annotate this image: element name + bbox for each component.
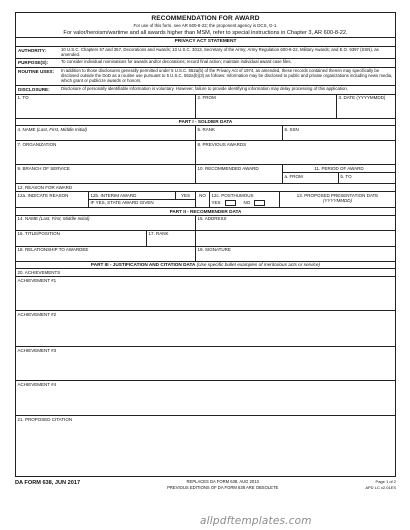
date-field[interactable] [336, 95, 395, 118]
achievement-4-label: ACHIEVEMENT #4 [17, 381, 57, 387]
row-name-rank-ssn [16, 125, 395, 140]
presentation-date-label: 13. PROPOSED PRESENTATION DATE [296, 192, 379, 198]
posthumous-no-checkbox[interactable] [254, 200, 265, 206]
row-branch-award-period [16, 164, 395, 183]
privacy-label: ROUTINE USES: [18, 68, 54, 74]
organization-field[interactable] [16, 141, 195, 164]
recommended-award-field[interactable] [195, 165, 282, 183]
interim-yes-checkbox[interactable] [175, 192, 195, 199]
form-subtitle: For use of this form, see AR 600-8-22; the proponent agency is DCS, G-1. [133, 22, 278, 28]
part1-heading: PART I - SOLDIER DATA [16, 118, 395, 126]
recommender-name-label: 14. NAME [17, 216, 39, 222]
part2-heading: PART II - RECOMMENDER DATA [16, 207, 395, 215]
form-title: RECOMMENDATION FOR AWARD [151, 15, 260, 22]
interim-award-label: 12b. INTERIM AWARD [90, 192, 137, 198]
presentation-date-field[interactable] [279, 192, 395, 207]
address-field[interactable] [195, 216, 395, 230]
form-page [15, 12, 396, 491]
achievement-1-field[interactable] [16, 276, 395, 310]
obsolete-notice: PREVIOUS EDITIONS OF DA FORM 638 ARE OBSOLETE [167, 485, 279, 490]
period-from-field[interactable] [283, 173, 339, 183]
relationship-field[interactable] [16, 247, 195, 261]
award-form [15, 12, 396, 477]
proposed-citation-field[interactable] [16, 415, 395, 476]
row-relationship-signature [16, 246, 395, 261]
reason-label: 12. REASON FOR AWARD [17, 184, 73, 190]
from-label: 2. FROM [197, 95, 216, 101]
to-label: 1. TO [17, 95, 29, 101]
form-header [16, 13, 395, 28]
row-org-awards [16, 140, 395, 164]
period-to-field[interactable] [339, 173, 395, 183]
row-title-rank [16, 230, 395, 246]
page-number: Page 1 of 2 [375, 479, 396, 485]
achievement-2-field[interactable] [16, 310, 395, 346]
achievement-3-label: ACHIEVEMENT #3 [17, 347, 57, 353]
title-position-field[interactable] [16, 231, 146, 246]
address-label: 15. ADDRESS [197, 216, 227, 222]
recommender-rank-field[interactable] [146, 231, 195, 246]
date-label: 3. DATE (YYYYMMDD) [338, 95, 386, 101]
replaces-notice: REPLACES DA FORM 638, AUG 2013 [186, 479, 259, 485]
privacy-heading: PRIVACY ACT STATEMENT [16, 38, 395, 47]
to-field[interactable] [16, 95, 195, 118]
row-reason-heading [16, 183, 395, 191]
address-continued [195, 231, 395, 246]
posthumous-yes-checkbox[interactable] [225, 200, 236, 206]
privacy-row-routine-uses [16, 68, 395, 86]
relationship-label: 18. RELATIONSHIP TO AWARDEE [17, 247, 89, 253]
recommender-rank-label: 17. RANK [148, 231, 169, 237]
posthumous-yes-label: YES [211, 200, 221, 206]
apd-version: APD LC v2.01ES [365, 484, 396, 490]
name-hint: (Last, First, Middle Initial) [36, 126, 88, 132]
organization-label: 7. ORGANIZATION [17, 141, 57, 147]
ssn-field[interactable] [282, 126, 395, 140]
branch-label: 9. BRANCH OF SERVICE [17, 165, 70, 171]
page-info [365, 479, 396, 489]
form-id: DA FORM 638, JUN 2017 [15, 480, 81, 487]
period-of-award [282, 165, 395, 183]
state-award-label: IF YES, STATE AWARD GIVEN [90, 200, 154, 206]
recommender-name-hint: (Last, First, Middle Initial) [39, 216, 90, 222]
period-to-label: b. TO [340, 173, 352, 179]
privacy-text: To consider individual nominations for awards and/or decorations; record final action; maintain individual award case files. [61, 59, 292, 65]
privacy-act-statement [16, 38, 395, 93]
posthumous-no-label: NO [243, 200, 251, 206]
title-position-label: 16. TITLE/POSITION [17, 231, 60, 237]
privacy-text: In addition to those disclosures generally permitted under 5 U.S.C. 552a(b) of the Privacy Act of 1974, as amended, these records contained therein may specifically be disclosed outside the DoD as a routine use pursuant to 5 U.S.C. 552a(b)(3) as follows: Information may be disclosed to public and private organizations including news media, which grant or publicize awards or honors. [61, 67, 393, 83]
achievements-label: 20. ACHIEVEMENTS [16, 268, 395, 276]
posthumous-label: 12c. POSTHUMOUS [211, 192, 254, 198]
signature-field[interactable] [195, 247, 395, 261]
row-recommender-name-address [16, 215, 395, 230]
achievement-1-label: ACHIEVEMENT #1 [17, 277, 57, 283]
ssn-label: 6. SSN [284, 126, 299, 132]
form-footer [15, 479, 396, 490]
recommended-award-label: 10. RECOMMENDED AWARD [197, 165, 259, 171]
name-field[interactable] [16, 126, 195, 140]
name-label: 4. NAME [17, 126, 36, 132]
privacy-label: DISCLOSURE: [18, 86, 50, 92]
previous-awards-label: 8. PREVIOUS AWARDS [197, 141, 247, 147]
achievement-2-label: ACHIEVEMENT #2 [17, 311, 57, 317]
signature-label: 19. SIGNATURE [197, 247, 231, 253]
rank-field[interactable] [195, 126, 282, 140]
edition-notice [167, 479, 278, 490]
site-watermark: allpdftemplates.com [200, 515, 312, 527]
period-label: 11. PERIOD OF AWARD [314, 165, 364, 171]
privacy-row-purpose [16, 59, 395, 67]
privacy-text: Disclosure of personally identifiable information is voluntary. However, failure to provide identifying information may delay processing of this application. [61, 85, 349, 91]
branch-field[interactable] [16, 165, 195, 183]
rank-label: 5. RANK [197, 126, 216, 132]
privacy-row-authority [16, 47, 395, 60]
privacy-label: PURPOSE(S): [18, 60, 49, 66]
interim-no-checkbox[interactable] [195, 192, 209, 207]
previous-awards-field[interactable] [195, 141, 395, 164]
interim-no-label: NO [199, 192, 206, 198]
posthumous-field [209, 192, 279, 207]
proposed-citation-label: 21. PROPOSED CITATION [17, 416, 73, 422]
part3-note: (Use specific bullet examples of meritorious acts or service) [196, 262, 321, 268]
indicate-reason-label: 12a. INDICATE REASON [17, 192, 69, 198]
presentation-date-format: (YYYYMMDD) [323, 197, 352, 203]
recommender-name-field[interactable] [16, 216, 195, 230]
row-to-from-date [16, 94, 395, 118]
period-from-label: a. FROM [284, 173, 303, 179]
from-field[interactable] [195, 95, 336, 118]
indicate-reason-field[interactable] [16, 192, 88, 207]
achievement-3-field[interactable] [16, 346, 395, 380]
privacy-text: 10 U.S.C. Chapters 57 and 357, Decorations and Awards; 10 U.S.C. 3013, Secretary of the Army; Army Regulation 600-8-22, Military Awards; and E.O. 9397 (SSN), as amended. [61, 46, 379, 57]
privacy-label: AUTHORITY: [18, 47, 46, 53]
state-award-field[interactable] [89, 200, 195, 206]
special-instructions: For valor/heroism/wartime and all awards higher than MSM, refer to special instructions in Chapter 3, AR 600-8-22. [16, 28, 395, 38]
part3-heading: PART III - JUSTIFICATION AND CITATION DATA (Use specific bullet examples of meritorious acts or service) [16, 261, 395, 269]
achievement-4-field[interactable] [16, 380, 395, 415]
row-reason-details [16, 191, 395, 207]
interim-yes-label: YES [180, 192, 190, 198]
interim-award [88, 192, 195, 207]
privacy-row-disclosure [16, 86, 395, 94]
